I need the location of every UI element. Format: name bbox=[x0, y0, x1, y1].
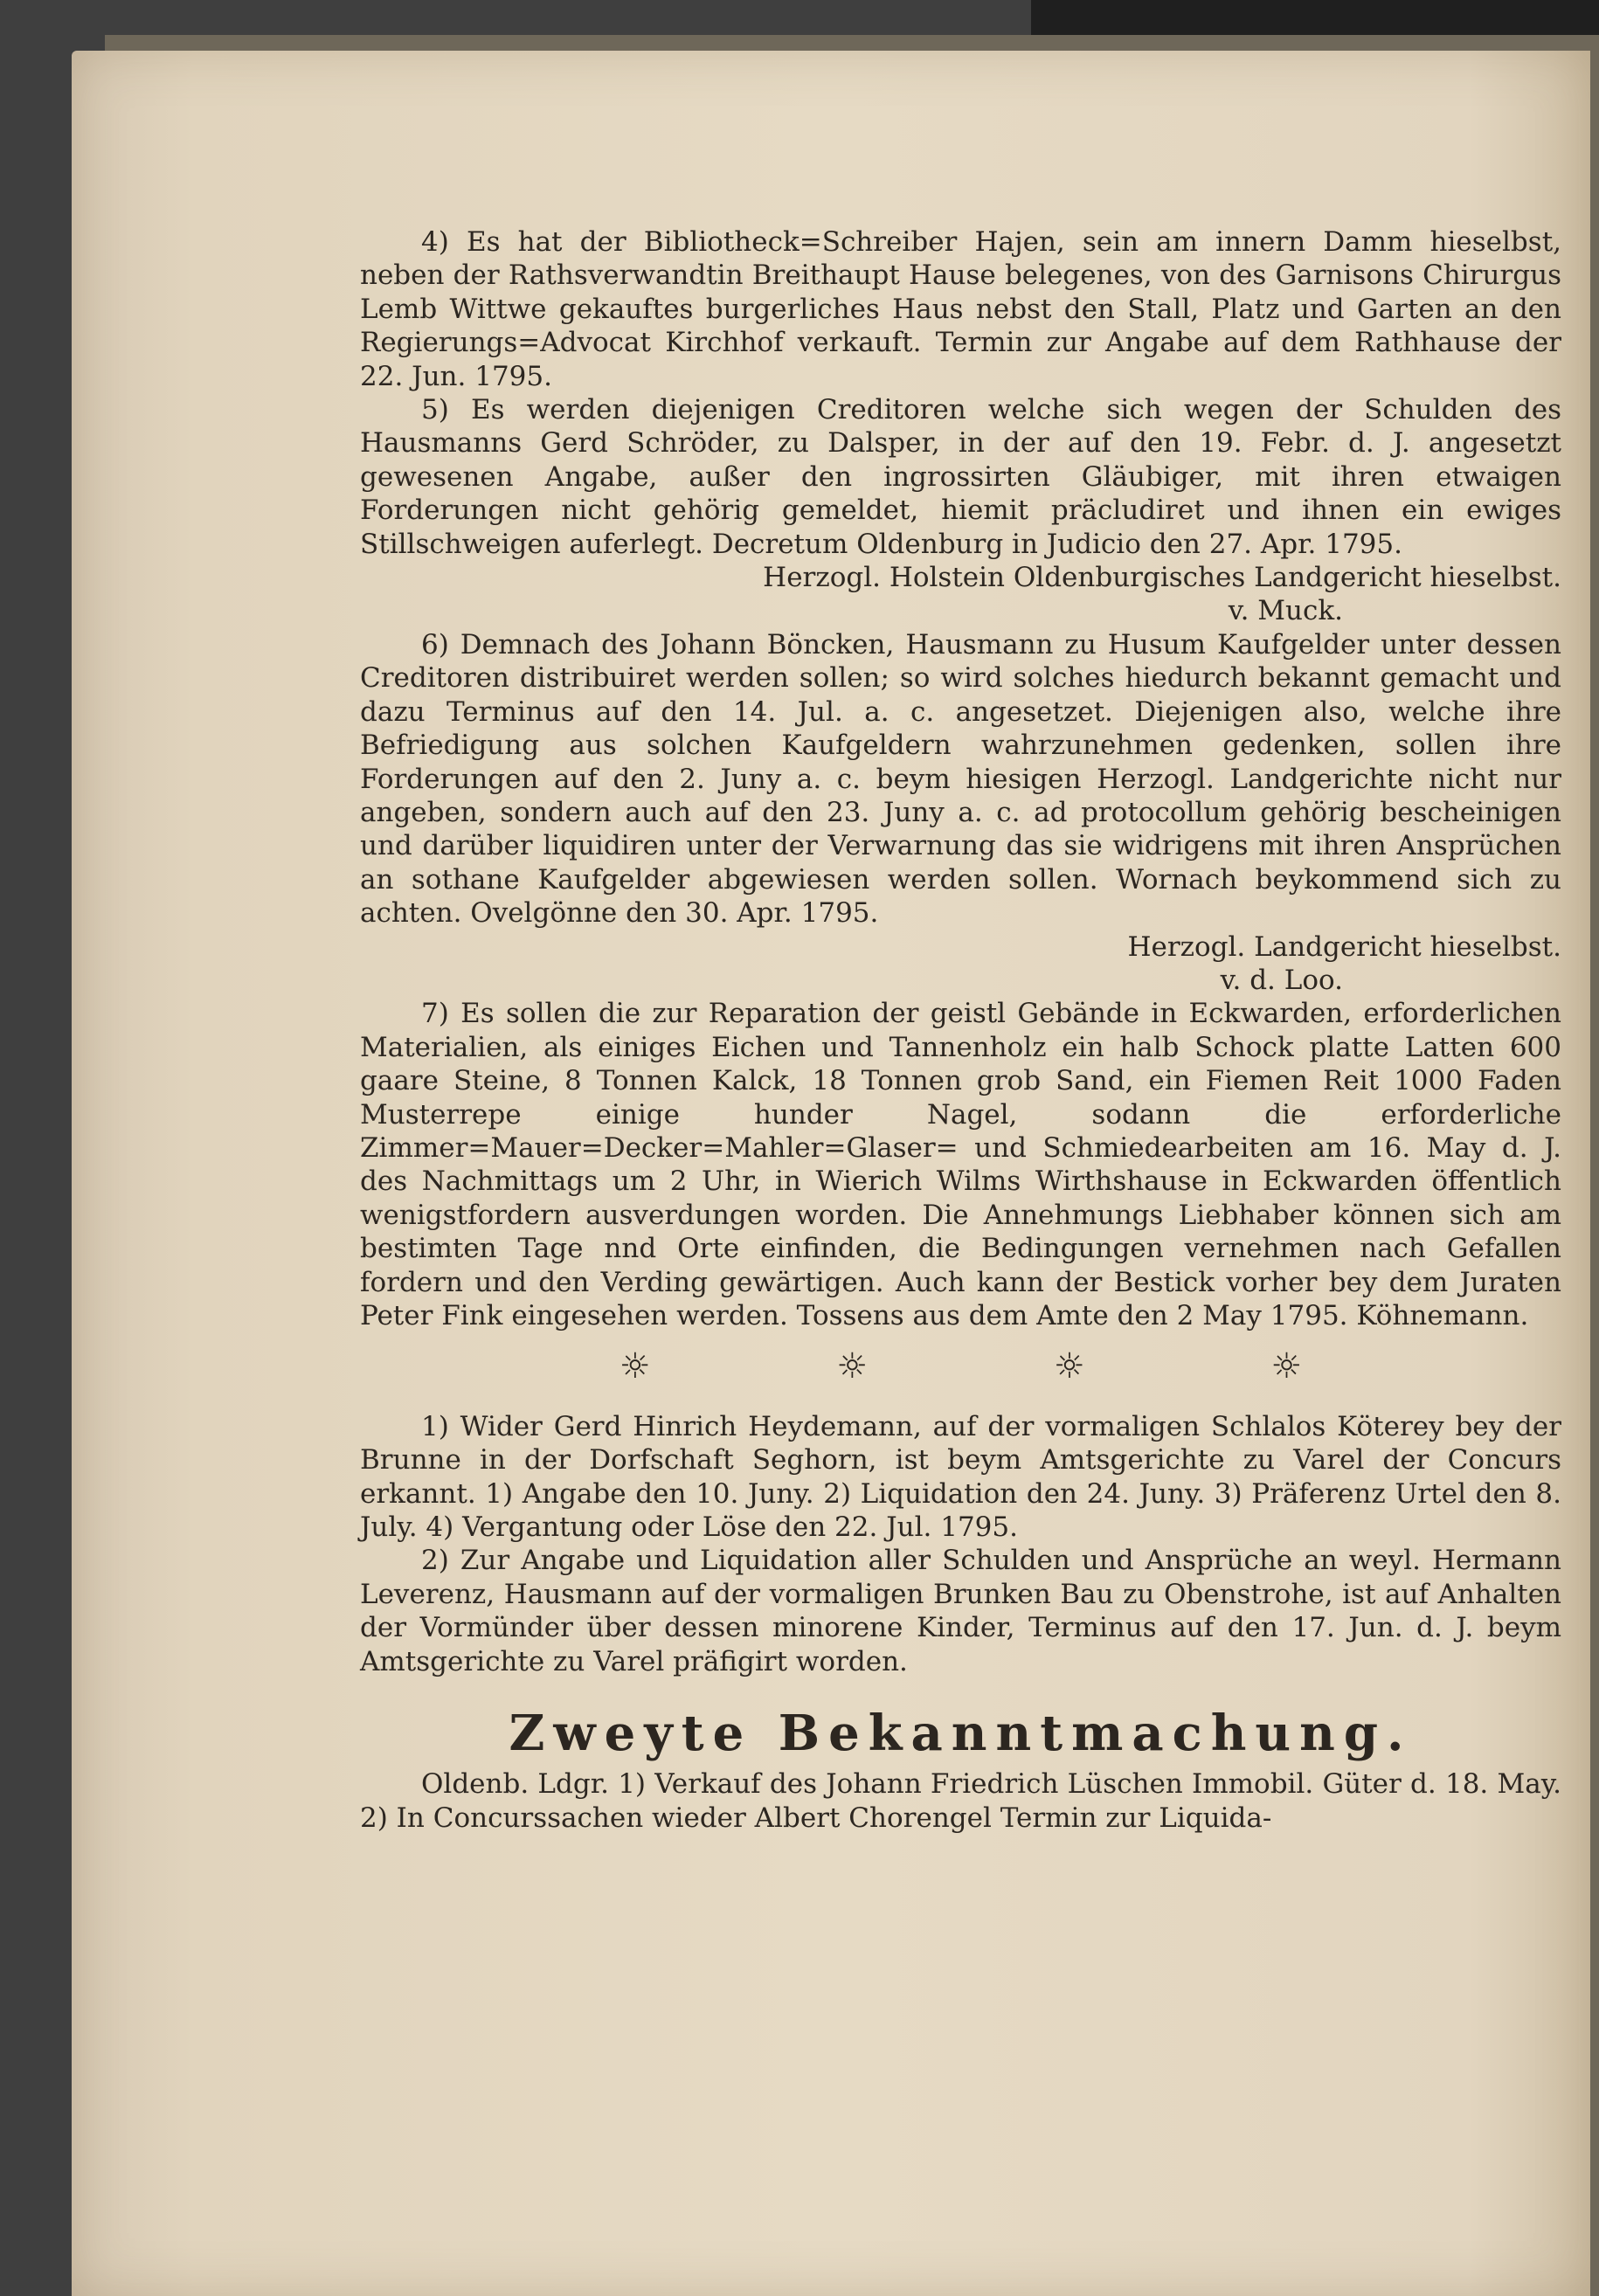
notice-7: 7) Es sollen die zur Reparation der geistl Gebände in Eckwarden, erforderlichen Materialien, als einiges Eichen und Tannenholz ein halb Schock platte Latten 600 gaare Steine, 8 Tonnen Kalck, 18 Tonnen grob Sand, ein Fiemen Reit 1000 Faden Musterrepe einige hunder Nagel, sodann die erforderliche Zimmer=Mauer=Decker=Mahler=Glaser= und Schmiedearbeiten am 16. May d. J. des Nachmittags um 2 Uhr, in Wierich Wilms Wirthshause in Eckwarden öffentlich wenigstfordern ausverdungen worden. Die Annehmungs Liebhaber können sich am bestimten Tage nnd Orte einfinden, die Bedingungen vernehmen nach Gefallen fordern und den Verding gewärtigen. Auch kann der Bestick vorher bey dem Juraten Peter Fink eingesehen werden. Tossens aus dem Amte den 2 May 1795. Köhnemann. bbox=[360, 998, 1561, 1331]
separator-ornament: ☼ ☼ ☼ ☼ bbox=[619, 1346, 1390, 1387]
page-text bbox=[360, 225, 1561, 1835]
varel-notice-1: 1) Wider Gerd Hinrich Heydemann, auf der vormaligen Schlalos Köterey bey der Brunne in der Dorfschaft Seghorn, ist beym Amtsgerichte zu Varel der Concurs erkannt. 1) Angabe den 10. Juny. 2) Liquidation den 24. Juny. 3) Präferenz Urtel den 8. July. 4) Vergantung oder Löse den 22. Jul. 1795. bbox=[360, 1410, 1561, 1544]
notice-5: 5) Es werden diejenigen Creditoren welche sich wegen der Schulden des Hausmanns Gerd Schröder, zu Dalsper, in der auf den 19. Febr. d. J. angesetzt gewesenen Angabe, außer den ingrossirten Gläubiger, mit ihren etwaigen Forderungen nicht gehörig gemeldet, hiemit präcludiret und ihnen ein ewiges Stillschweigen auferlegt. Decretum Oldenburg in Judicio den 27. Apr. 1795. bbox=[360, 394, 1561, 560]
notice-6-signature: Herzogl. Landgericht hieselbst. bbox=[1127, 930, 1561, 963]
varel-notice-2: 2) Zur Angabe und Liquidation aller Schulden und Ansprüche an weyl. Hermann Leverenz, Hausmann auf der vormaligen Brunken Bau zu Obenstrohe, ist auf Anhalten der Vormünder über dessen minorene Kinder, Terminus auf den 17. Jun. d. J. beym Amtsgerichte zu Varel präfigirt worden. bbox=[360, 1545, 1561, 1677]
notice-4: 4) Es hat der Bibliotheck=Schreiber Hajen, sein am innern Damm hieselbst, neben der Rathsverwandtin Breithaupt Hause belegenes, von des Garnisons Chirurgus Lemb Wittwe gekauftes burgerliches Haus nebst den Stall, Platz und Garten an den Regierungs=Advocat Kirchhof verkauft. Termin zur Angabe auf dem Rathhause der 22. Jun. 1795. bbox=[360, 226, 1561, 392]
second-notice: Oldenb. Ldgr. 1) Verkauf des Johann Friedrich Lüschen Immobil. Güter d. 18. May. 2) In Concurssachen wieder Albert Chorengel Termin zur Liquida- bbox=[360, 1768, 1561, 1834]
section-heading: Zweyte Bekanntmachung. bbox=[509, 1705, 1413, 1763]
notice-6: 6) Demnach des Johann Böncken, Hausmann zu Husum Kaufgelder unter dessen Creditoren distribuiret werden sollen; so wird solches hiedurch bekannt gemacht und dazu Terminus auf den 14. Jul. a. c. angesetzet. Diejenigen also, welche ihre Befriedigung aus solchen Kaufgeldern wahrzunehmen gedenken, sollen ihre Forderungen auf den 2. Juny a. c. beym hiesigen Herzogl. Landgerichte nicht nur angeben, sondern auch auf den 23. Juny a. c. ad protocollum gehörig bescheinigen und darüber liquidiren unter der Verwarnung das sie widrigens mit ihren Ansprüchen an sothane Kaufgelder abgewiesen werden sollen. Wornach beykommend sich zu achten. Ovelgönne den 30. Apr. 1795. bbox=[360, 628, 1561, 930]
notice-6-signer: v. d. Loo. bbox=[1220, 964, 1343, 996]
document-page bbox=[72, 51, 1590, 2296]
notice-5-signature: Herzogl. Holstein Oldenburgisches Landgericht hieselbst. bbox=[763, 562, 1561, 594]
notice-5-signer: v. Muck. bbox=[1228, 595, 1343, 627]
